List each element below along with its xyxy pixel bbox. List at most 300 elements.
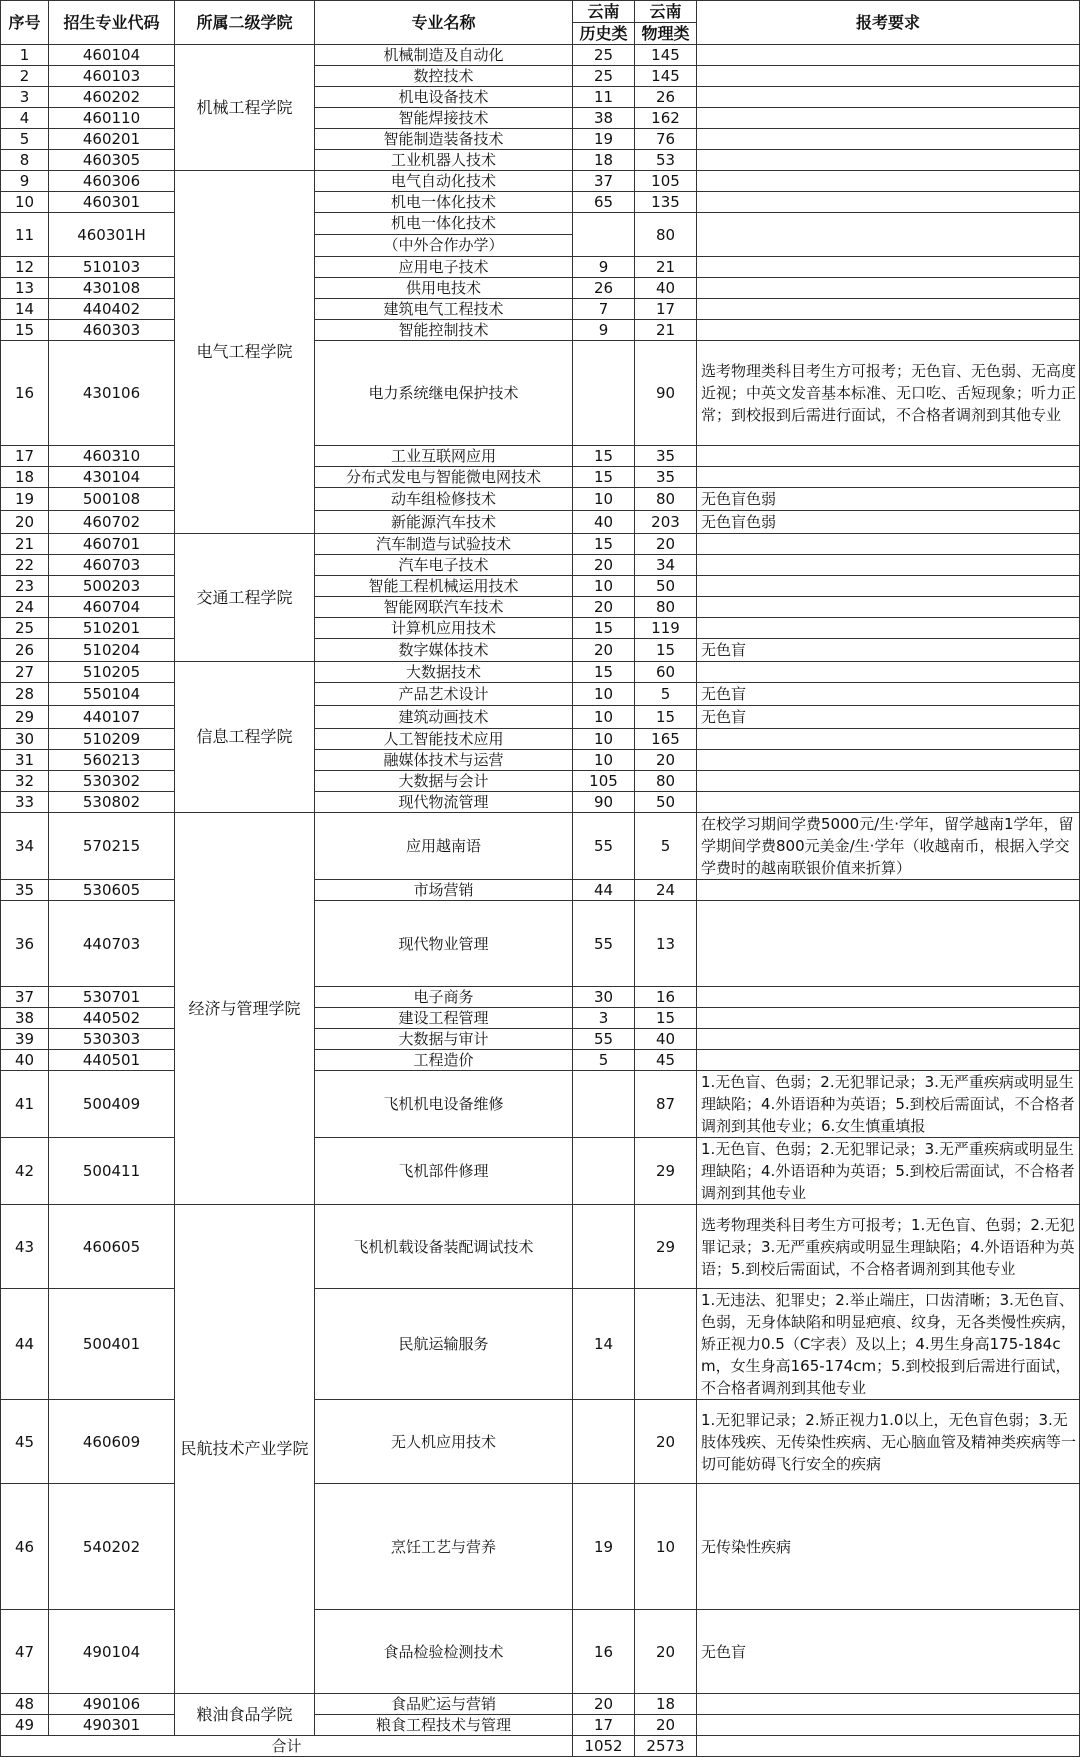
row-seq: 21 — [1, 534, 49, 555]
row-code: 530701 — [49, 987, 175, 1008]
row-code: 460104 — [49, 45, 175, 66]
row-code: 500411 — [49, 1138, 175, 1205]
row-major: 大数据与会计 — [315, 771, 573, 792]
row-seq: 11 — [1, 213, 49, 257]
row-requirements — [697, 662, 1080, 683]
row-major: 食品检验检测技术 — [315, 1610, 573, 1694]
row-code: 500203 — [49, 576, 175, 597]
row-code: 460301H — [49, 213, 175, 257]
row-physics-count: 29 — [635, 1138, 697, 1205]
row-seq: 22 — [1, 555, 49, 576]
row-code: 530802 — [49, 792, 175, 813]
row-major-line1: 机电一体化技术 — [315, 213, 572, 235]
row-physics-count: 40 — [635, 1029, 697, 1050]
row-seq: 27 — [1, 662, 49, 683]
row-physics-count: 16 — [635, 987, 697, 1008]
table-row — [1, 511, 1080, 534]
total-history: 1052 — [573, 1736, 635, 1757]
row-code: 510201 — [49, 618, 175, 639]
row-history-count: 15 — [573, 662, 635, 683]
row-physics-count: 20 — [635, 1715, 697, 1736]
row-major: 民航运输服务 — [315, 1289, 573, 1400]
row-history-count: 37 — [573, 171, 635, 192]
row-major: 工程造价 — [315, 1050, 573, 1071]
row-history-count: 15 — [573, 467, 635, 488]
row-physics-count: 10 — [635, 1484, 697, 1610]
table-row — [1, 771, 1080, 792]
row-history-count: 65 — [573, 192, 635, 213]
row-history-count: 105 — [573, 771, 635, 792]
row-seq: 15 — [1, 320, 49, 341]
row-major: 烹饪工艺与营养 — [315, 1484, 573, 1610]
row-requirements — [697, 446, 1080, 467]
row-requirements — [697, 618, 1080, 639]
row-seq: 12 — [1, 257, 49, 278]
college-name: 电气工程学院 — [175, 171, 315, 534]
row-history-count: 10 — [573, 576, 635, 597]
row-code: 460701 — [49, 534, 175, 555]
row-requirements — [697, 278, 1080, 299]
row-major: 计算机应用技术 — [315, 618, 573, 639]
row-requirements: 在校学习期间学费5000元/生·学年，留学越南1学年，留学期间学费800元美金/生·学年（收越南币，根据入学交学费时的越南联银价值来折算） — [697, 813, 1080, 880]
row-physics-count: 21 — [635, 257, 697, 278]
row-code: 460202 — [49, 87, 175, 108]
row-requirements: 选考物理类科目考生方可报考；无色盲、无色弱、无高度近视；中英文发音基本标准、无口吃、舌短现象；听力正常；到校报到后需进行面试，不合格者调剂到其他专业 — [697, 341, 1080, 446]
row-history-count: 10 — [573, 683, 635, 706]
row-physics-count: 105 — [635, 171, 697, 192]
table-row — [1, 618, 1080, 639]
row-code: 510204 — [49, 639, 175, 662]
table-row — [1, 662, 1080, 683]
row-requirements: 无传染性疾病 — [697, 1484, 1080, 1610]
row-code: 460306 — [49, 171, 175, 192]
row-history-count — [573, 1138, 635, 1205]
table-row — [1, 1071, 1080, 1138]
table-row — [1, 901, 1080, 987]
row-requirements — [697, 1008, 1080, 1029]
row-physics-count: 15 — [635, 706, 697, 729]
row-history-count: 3 — [573, 1008, 635, 1029]
row-seq: 39 — [1, 1029, 49, 1050]
row-history-count: 19 — [573, 129, 635, 150]
row-seq: 42 — [1, 1138, 49, 1205]
row-physics-count: 60 — [635, 662, 697, 683]
row-physics-count: 135 — [635, 192, 697, 213]
row-history-count: 38 — [573, 108, 635, 129]
row-code: 460609 — [49, 1400, 175, 1484]
table-row — [1, 1205, 1080, 1289]
row-requirements — [697, 108, 1080, 129]
row-seq: 18 — [1, 467, 49, 488]
row-physics-count: 5 — [635, 683, 697, 706]
row-requirements — [697, 299, 1080, 320]
row-major: 现代物业管理 — [315, 901, 573, 987]
row-requirements — [697, 597, 1080, 618]
row-history-count: 19 — [573, 1484, 635, 1610]
total-physics: 2573 — [635, 1736, 697, 1757]
row-major: 智能焊接技术 — [315, 108, 573, 129]
row-requirements — [697, 1050, 1080, 1071]
row-code: 460301 — [49, 192, 175, 213]
row-requirements: 无色盲色弱 — [697, 511, 1080, 534]
row-requirements — [697, 534, 1080, 555]
row-code: 440107 — [49, 706, 175, 729]
row-seq: 4 — [1, 108, 49, 129]
row-major: 大数据与审计 — [315, 1029, 573, 1050]
row-physics-count: 20 — [635, 750, 697, 771]
row-code: 540202 — [49, 1484, 175, 1610]
row-seq: 17 — [1, 446, 49, 467]
row-seq: 8 — [1, 150, 49, 171]
row-requirements — [697, 87, 1080, 108]
row-major: 建设工程管理 — [315, 1008, 573, 1029]
college-name: 民航技术产业学院 — [175, 1205, 315, 1694]
row-physics-count: 15 — [635, 1008, 697, 1029]
row-requirements: 1.无违法、犯罪史；2.举止端庄，口齿清晰；3.无色盲、色弱，无身体缺陷和明显疤痕、纹身，无各类慢性疾病，矫正视力0.5（C字表）及以上；4.男生身高175-184cm，女生身高165-174cm；5.到校报到后需进行面试，不合格者调剂到其他专业 — [697, 1289, 1080, 1400]
row-history-count: 15 — [573, 618, 635, 639]
row-seq: 19 — [1, 488, 49, 511]
row-requirements: 1.无犯罪记录；2.矫正视力1.0以上，无色盲色弱；3.无肢体残疾、无传染性疾病、无心脑血管及精神类疾病等一切可能妨碍飞行安全的疾病 — [697, 1400, 1080, 1484]
row-major: 市场营销 — [315, 880, 573, 901]
row-major: 飞机机载设备装配调试技术 — [315, 1205, 573, 1289]
table-row — [1, 683, 1080, 706]
row-major: 智能网联汽车技术 — [315, 597, 573, 618]
row-seq: 16 — [1, 341, 49, 446]
row-major: 电子商务 — [315, 987, 573, 1008]
row-major: 人工智能技术应用 — [315, 729, 573, 750]
row-requirements: 无色盲 — [697, 706, 1080, 729]
row-seq: 10 — [1, 192, 49, 213]
row-requirements — [697, 880, 1080, 901]
table-row — [1, 639, 1080, 662]
row-physics-count: 24 — [635, 880, 697, 901]
college-name: 机械工程学院 — [175, 45, 315, 171]
table-row — [1, 1715, 1080, 1736]
row-code: 500401 — [49, 1289, 175, 1400]
row-code: 430106 — [49, 341, 175, 446]
row-history-count: 25 — [573, 45, 635, 66]
row-requirements: 无色盲 — [697, 683, 1080, 706]
row-seq: 48 — [1, 1694, 49, 1715]
row-physics-count: 26 — [635, 87, 697, 108]
row-history-count — [573, 213, 635, 257]
row-physics-count: 203 — [635, 511, 697, 534]
row-history-count: 9 — [573, 257, 635, 278]
table-row — [1, 729, 1080, 750]
row-history-count: 18 — [573, 150, 635, 171]
row-seq: 26 — [1, 639, 49, 662]
row-requirements: 无色盲 — [697, 639, 1080, 662]
row-history-count: 26 — [573, 278, 635, 299]
table-row — [1, 257, 1080, 278]
row-major: 智能制造装备技术 — [315, 129, 573, 150]
table-row — [1, 278, 1080, 299]
row-major: 汽车电子技术 — [315, 555, 573, 576]
row-code: 440502 — [49, 1008, 175, 1029]
row-seq: 45 — [1, 1400, 49, 1484]
row-major: 飞机机电设备维修 — [315, 1071, 573, 1138]
row-major: 食品贮运与营销 — [315, 1694, 573, 1715]
row-physics-count: 50 — [635, 576, 697, 597]
row-seq: 41 — [1, 1071, 49, 1138]
row-seq: 1 — [1, 45, 49, 66]
table-row — [1, 446, 1080, 467]
header-seq: 序号 — [1, 1, 49, 45]
row-major: 动车组检修技术 — [315, 488, 573, 511]
row-seq: 40 — [1, 1050, 49, 1071]
row-major: 建筑动画技术 — [315, 706, 573, 729]
row-history-count: 55 — [573, 901, 635, 987]
row-requirements — [697, 576, 1080, 597]
row-code: 490106 — [49, 1694, 175, 1715]
row-code: 550104 — [49, 683, 175, 706]
row-requirements — [697, 771, 1080, 792]
row-physics-count: 34 — [635, 555, 697, 576]
table-row — [1, 1289, 1080, 1400]
row-code: 460310 — [49, 446, 175, 467]
row-physics-count: 18 — [635, 1694, 697, 1715]
row-history-count: 5 — [573, 1050, 635, 1071]
table-row — [1, 750, 1080, 771]
row-major: 电气自动化技术 — [315, 171, 573, 192]
row-major: 现代物流管理 — [315, 792, 573, 813]
row-history-count: 30 — [573, 987, 635, 1008]
row-history-count: 11 — [573, 87, 635, 108]
row-physics-count: 20 — [635, 1400, 697, 1484]
header-yunnan-history: 云南 — [573, 1, 635, 23]
row-history-count: 17 — [573, 1715, 635, 1736]
row-requirements: 无色盲 — [697, 1610, 1080, 1694]
table-row — [1, 555, 1080, 576]
row-history-count: 90 — [573, 792, 635, 813]
row-requirements: 选考物理类科目考生方可报考；1.无色盲、色弱；2.无犯罪记录；3.无严重疾病或明显生理缺陷；4.外语语种为英语；5.到校后需面试，不合格者调剂到其他专业 — [697, 1205, 1080, 1289]
table-row — [1, 192, 1080, 213]
row-seq: 23 — [1, 576, 49, 597]
row-major: 工业互联网应用 — [315, 446, 573, 467]
row-requirements — [697, 792, 1080, 813]
row-history-count — [573, 1205, 635, 1289]
row-code: 510209 — [49, 729, 175, 750]
table-row — [1, 171, 1080, 192]
row-seq: 35 — [1, 880, 49, 901]
table-row — [1, 534, 1080, 555]
table-row — [1, 1008, 1080, 1029]
row-requirements — [697, 1029, 1080, 1050]
row-seq: 44 — [1, 1289, 49, 1400]
row-physics-count: 145 — [635, 45, 697, 66]
row-requirements — [697, 45, 1080, 66]
header-major: 专业名称 — [315, 1, 573, 45]
row-history-count: 16 — [573, 1610, 635, 1694]
row-history-count: 25 — [573, 66, 635, 87]
row-code: 440501 — [49, 1050, 175, 1071]
row-seq: 37 — [1, 987, 49, 1008]
table-row — [1, 1400, 1080, 1484]
table-row — [1, 45, 1080, 66]
row-code: 440703 — [49, 901, 175, 987]
row-seq: 31 — [1, 750, 49, 771]
row-requirements — [697, 320, 1080, 341]
row-major: 飞机部件修理 — [315, 1138, 573, 1205]
row-code: 490104 — [49, 1610, 175, 1694]
table-row — [1, 792, 1080, 813]
row-seq: 14 — [1, 299, 49, 320]
row-code: 510205 — [49, 662, 175, 683]
row-major: 建筑电气工程技术 — [315, 299, 573, 320]
row-major: 应用越南语 — [315, 813, 573, 880]
college-name: 信息工程学院 — [175, 662, 315, 813]
row-physics-count: 20 — [635, 534, 697, 555]
row-seq: 36 — [1, 901, 49, 987]
table-row — [1, 213, 1080, 257]
row-history-count: 10 — [573, 729, 635, 750]
row-requirements — [697, 66, 1080, 87]
table-row — [1, 1138, 1080, 1205]
row-code: 440402 — [49, 299, 175, 320]
row-code: 430108 — [49, 278, 175, 299]
row-major: 汽车制造与试验技术 — [315, 534, 573, 555]
row-code: 490301 — [49, 1715, 175, 1736]
table-row — [1, 467, 1080, 488]
row-seq: 25 — [1, 618, 49, 639]
table-row — [1, 1484, 1080, 1610]
row-code: 530302 — [49, 771, 175, 792]
row-code: 460704 — [49, 597, 175, 618]
row-code: 530303 — [49, 1029, 175, 1050]
row-physics-count: 53 — [635, 150, 697, 171]
row-seq: 38 — [1, 1008, 49, 1029]
row-history-count: 15 — [573, 446, 635, 467]
row-seq: 24 — [1, 597, 49, 618]
row-major: 机械制造及自动化 — [315, 45, 573, 66]
row-physics-count: 29 — [635, 1205, 697, 1289]
header-requirements: 报考要求 — [697, 1, 1080, 45]
row-seq: 30 — [1, 729, 49, 750]
row-history-count: 20 — [573, 597, 635, 618]
table-row — [1, 1694, 1080, 1715]
row-major: 数控技术 — [315, 66, 573, 87]
row-requirements — [697, 555, 1080, 576]
row-physics-count: 165 — [635, 729, 697, 750]
row-seq: 5 — [1, 129, 49, 150]
row-physics-count: 119 — [635, 618, 697, 639]
row-requirements: 1.无色盲、色弱；2.无犯罪记录；3.无严重疾病或明显生理缺陷；4.外语语种为英语；5.到校后需面试，不合格者调剂到其他专业；6.女生慎重填报 — [697, 1071, 1080, 1138]
row-physics-count: 35 — [635, 446, 697, 467]
table-row — [1, 576, 1080, 597]
table-row — [1, 150, 1080, 171]
table-row — [1, 987, 1080, 1008]
row-major: 数字媒体技术 — [315, 639, 573, 662]
row-seq: 32 — [1, 771, 49, 792]
row-code: 460702 — [49, 511, 175, 534]
row-physics-count: 76 — [635, 129, 697, 150]
row-code: 430104 — [49, 467, 175, 488]
row-requirements — [697, 729, 1080, 750]
table-row — [1, 1029, 1080, 1050]
row-seq: 34 — [1, 813, 49, 880]
row-requirements — [697, 467, 1080, 488]
header-physics: 物理类 — [635, 23, 697, 45]
table-row — [1, 488, 1080, 511]
header-college: 所属二级学院 — [175, 1, 315, 45]
row-code: 560213 — [49, 750, 175, 771]
row-history-count: 55 — [573, 1029, 635, 1050]
row-history-count — [573, 1071, 635, 1138]
row-seq: 47 — [1, 1610, 49, 1694]
row-history-count: 20 — [573, 555, 635, 576]
row-code: 500409 — [49, 1071, 175, 1138]
college-name: 交通工程学院 — [175, 534, 315, 662]
row-seq: 46 — [1, 1484, 49, 1610]
row-physics-count: 15 — [635, 639, 697, 662]
college-name: 经济与管理学院 — [175, 813, 315, 1205]
row-requirements — [697, 192, 1080, 213]
row-history-count: 14 — [573, 1289, 635, 1400]
row-major: 智能控制技术 — [315, 320, 573, 341]
row-code: 570215 — [49, 813, 175, 880]
row-history-count: 44 — [573, 880, 635, 901]
table-row — [1, 813, 1080, 880]
row-code: 460305 — [49, 150, 175, 171]
total-row — [1, 1736, 1080, 1757]
row-history-count: 7 — [573, 299, 635, 320]
row-physics-count: 35 — [635, 467, 697, 488]
row-major: 粮食工程技术与管理 — [315, 1715, 573, 1736]
row-history-count: 10 — [573, 750, 635, 771]
row-code: 460303 — [49, 320, 175, 341]
row-requirements — [697, 213, 1080, 257]
row-code: 460103 — [49, 66, 175, 87]
row-history-count — [573, 341, 635, 446]
row-physics-count: 145 — [635, 66, 697, 87]
row-major: 供用电技术 — [315, 278, 573, 299]
row-physics-count: 13 — [635, 901, 697, 987]
row-physics-count: 50 — [635, 792, 697, 813]
row-physics-count: 87 — [635, 1071, 697, 1138]
table-row — [1, 299, 1080, 320]
row-requirements: 无色盲色弱 — [697, 488, 1080, 511]
row-physics-count: 5 — [635, 813, 697, 880]
row-major: 应用电子技术 — [315, 257, 573, 278]
row-code: 460110 — [49, 108, 175, 129]
row-major: 机电一体化技术 — [315, 192, 573, 213]
row-major: 无人机应用技术 — [315, 1400, 573, 1484]
table-row — [1, 341, 1080, 446]
table-row — [1, 129, 1080, 150]
header-row-1 — [1, 1, 1080, 23]
row-requirements — [697, 987, 1080, 1008]
row-seq: 9 — [1, 171, 49, 192]
header-history: 历史类 — [573, 23, 635, 45]
row-history-count: 20 — [573, 639, 635, 662]
row-history-count: 40 — [573, 511, 635, 534]
row-requirements — [697, 1694, 1080, 1715]
table-row — [1, 66, 1080, 87]
college-name: 粮油食品学院 — [175, 1694, 315, 1736]
row-code: 460605 — [49, 1205, 175, 1289]
row-major — [315, 213, 573, 257]
table-row — [1, 108, 1080, 129]
table-body — [1, 45, 1080, 1736]
row-physics-count: 80 — [635, 771, 697, 792]
row-history-count: 55 — [573, 813, 635, 880]
row-seq: 33 — [1, 792, 49, 813]
row-seq: 43 — [1, 1205, 49, 1289]
row-code: 500108 — [49, 488, 175, 511]
table-row — [1, 320, 1080, 341]
row-major: 融媒体技术与运营 — [315, 750, 573, 771]
row-history-count: 20 — [573, 1694, 635, 1715]
